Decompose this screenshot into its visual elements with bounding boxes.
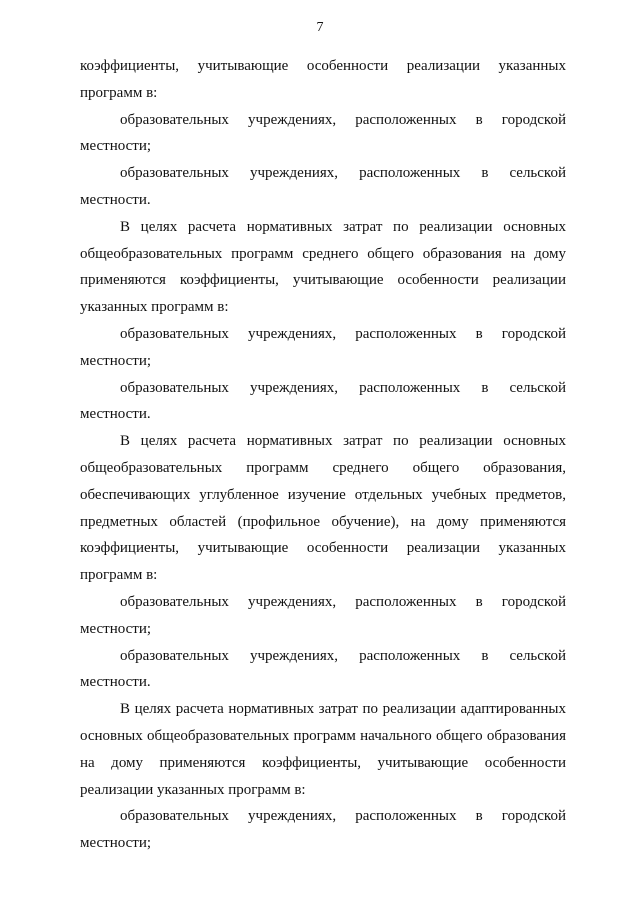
text-line: местности; (80, 835, 152, 852)
text-line: местности; (80, 352, 152, 369)
text-line: местности. (80, 191, 151, 208)
list-item (80, 160, 566, 214)
text-line: В целях расчета нормативных затрат по реализации адаптированных (120, 701, 566, 718)
text-line: образовательных учреждениях, расположенных в городской (120, 111, 566, 128)
list-item (80, 107, 566, 161)
list-item (80, 643, 566, 697)
text-line: образовательных учреждениях, расположенных в сельской (120, 647, 566, 664)
paragraph (80, 696, 566, 803)
text-line: программ в: (80, 84, 158, 101)
text-line: образовательных учреждениях, расположенных в сельской (120, 379, 566, 396)
text-line: В целях расчета нормативных затрат по реализации основных (120, 433, 566, 450)
text-line: общеобразовательных программ среднего общего образования, (80, 459, 566, 476)
list-item (80, 589, 566, 643)
text-line: предметных областей (профильное обучение), на дому применяются (80, 513, 566, 530)
list-item (80, 803, 566, 857)
text-line: местности. (80, 406, 151, 423)
text-line: местности. (80, 674, 151, 691)
paragraph (80, 214, 566, 321)
document-body (80, 53, 566, 857)
text-line: образовательных учреждениях, расположенных в городской (120, 593, 566, 610)
text-line: коэффициенты, учитывающие особенности реализации указанных (80, 540, 566, 557)
text-line: образовательных учреждениях, расположенных в сельской (120, 165, 566, 182)
text-line: указанных программ в: (80, 299, 229, 316)
text-line: на дому применяются коэффициенты, учитывающие особенности (80, 754, 566, 771)
text-line: местности; (80, 620, 152, 637)
text-line: применяются коэффициенты, учитывающие особенности реализации (80, 272, 566, 289)
page-number: 7 (316, 20, 324, 35)
text-line: программ в: (80, 567, 158, 584)
text-line: обеспечивающих углубленное изучение отдельных учебных предметов, (80, 486, 566, 503)
text-line: В целях расчета нормативных затрат по реализации основных (120, 218, 566, 235)
text-line: основных общеобразовательных программ начального общего образования (80, 727, 566, 744)
text-line: общеобразовательных программ среднего общего образования на дому (80, 245, 566, 262)
text-line: местности; (80, 138, 152, 155)
list-item (80, 375, 566, 429)
paragraph (80, 428, 566, 589)
text-line: реализации указанных программ в: (80, 781, 306, 798)
text-line: образовательных учреждениях, расположенных в городской (120, 325, 566, 342)
paragraph (80, 53, 566, 107)
list-item (80, 321, 566, 375)
text-line: коэффициенты, учитывающие особенности реализации указанных (80, 58, 566, 74)
text-line: образовательных учреждениях, расположенных в городской (120, 808, 566, 825)
